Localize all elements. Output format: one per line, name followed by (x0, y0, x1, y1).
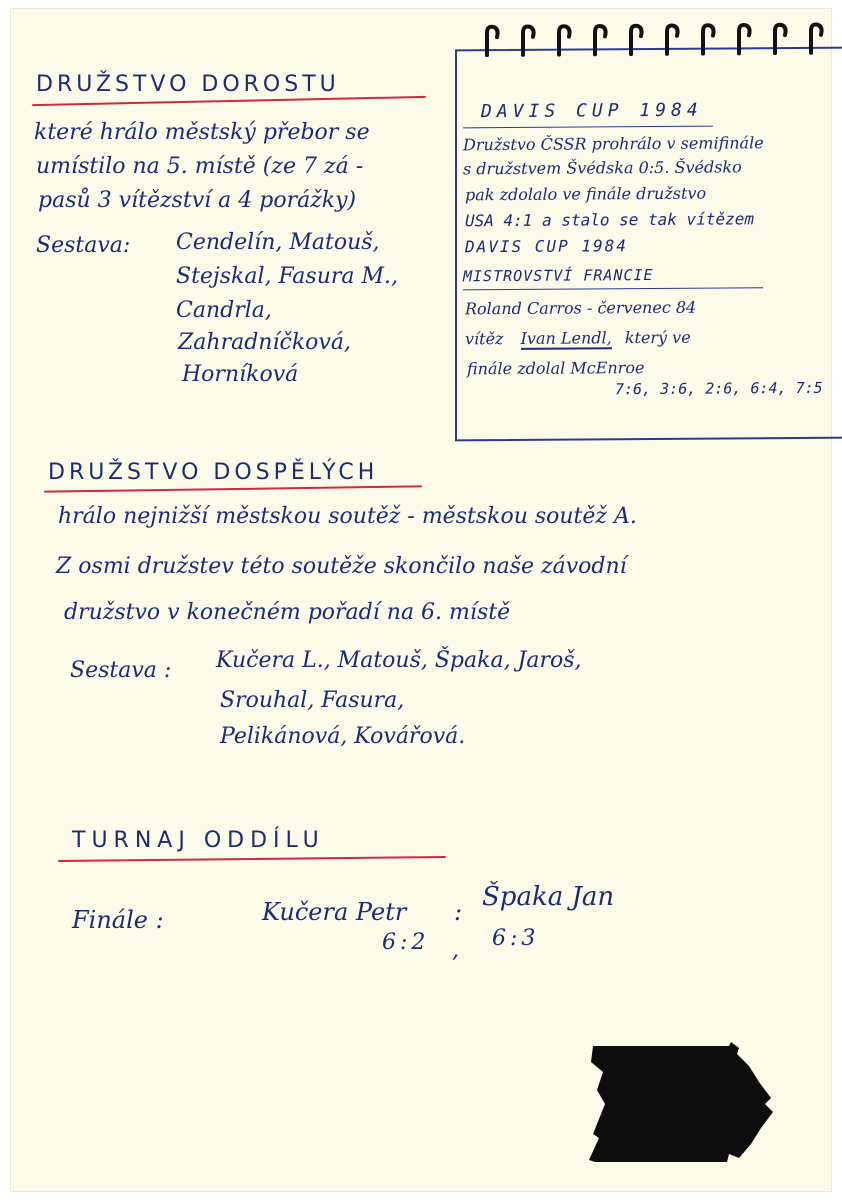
adult-team-heading: DRUŽSTVO DOSPĚLÝCH (48, 460, 379, 485)
final-player-2: Špaka Jan (482, 882, 615, 912)
tournament-heading: TURNAJ ODDÍLU (72, 828, 325, 853)
france-winner-prefix: vítěz (465, 329, 504, 349)
adult-roster-2: Srouhal, Fasura, (220, 688, 405, 713)
france-score: 7:6, 3:6, 2:6, 6:4, 7:5 (615, 378, 823, 399)
notebook-ring-icon (595, 26, 606, 54)
junior-heading-underline (32, 96, 426, 106)
final-label: Finále : (72, 906, 164, 934)
scrapbook-page (10, 8, 832, 1192)
spiral-rings (457, 21, 842, 58)
adult-roster-label: Sestava : (70, 658, 172, 683)
notebook-ring-icon (703, 25, 714, 53)
france-title-line (463, 287, 763, 290)
junior-roster-4: Zahradníčková, (178, 330, 351, 355)
final-separator: : (454, 898, 463, 926)
france-winner-suffix: který ve (624, 327, 691, 348)
france-line-2 (465, 328, 691, 349)
final-set-1: 6:2 (382, 930, 430, 955)
notebook-ring-icon (811, 24, 822, 52)
davis-line-5: DAVIS CUP 1984 (465, 236, 628, 257)
adult-text-line-3: družstvo v konečném pořadí na 6. místě (64, 600, 511, 625)
junior-text-line-1: které hrálo městský přebor se (34, 120, 370, 145)
final-set-separator: , (452, 938, 459, 963)
tournament-heading-underline (58, 856, 446, 862)
final-player-1: Kučera Petr (262, 898, 407, 926)
junior-text-line-2: umístilo na 5. místě (ze 7 zá - (36, 154, 364, 179)
final-set-2: 6:3 (492, 926, 540, 951)
notebook-ring-icon (631, 26, 642, 54)
junior-roster-label: Sestava: (36, 233, 131, 258)
junior-roster-1: Cendelín, Matouš, (176, 230, 380, 255)
adult-roster-1: Kučera L., Matouš, Špaka, Jaroš, (216, 648, 582, 673)
davis-line-3: pak zdolalo ve finále družstvo (465, 183, 707, 205)
france-title: MISTROVSTVÍ FRANCIE (463, 265, 654, 286)
notebook-ring-icon (667, 25, 678, 53)
davis-line-4: USA 4:1 a stalo se tak vítězem (465, 209, 754, 231)
davis-cup-title: DAVIS CUP 1984 (481, 99, 703, 123)
black-arrow-icon (589, 1042, 779, 1162)
junior-roster-3: Candrla, (176, 298, 272, 323)
france-winner-name: Ivan Lendl, (520, 328, 612, 348)
notebook-panel (455, 47, 842, 442)
davis-line-1: Družstvo ČSSR prohrálo v semifinále (463, 133, 764, 155)
notebook-ring-icon (487, 27, 498, 55)
davis-line-2: s družstvem Švédska 0:5. Švédsko (463, 157, 742, 179)
notebook-ring-icon (739, 25, 750, 53)
junior-text-line-3: pasů 3 vítězství a 4 porážky) (38, 188, 357, 213)
notebook-ring-icon (523, 26, 534, 54)
junior-team-heading: DRUŽSTVO DOROSTU (36, 72, 340, 97)
junior-roster-5: Horníková (182, 362, 299, 387)
adult-text-line-2: Z osmi družstev této soutěže skončilo naše závodní (56, 554, 627, 579)
adult-heading-underline (44, 485, 422, 492)
davis-title-line (463, 126, 713, 129)
notebook-ring-icon (775, 25, 786, 53)
france-line-3: finále zdolal McEnroe (467, 358, 645, 379)
junior-roster-2: Stejskal, Fasura M., (176, 264, 398, 289)
notebook-ring-icon (559, 26, 570, 54)
adult-text-line-1: hrálo nejnižší městskou soutěž - městskou soutěž A. (58, 504, 637, 529)
adult-roster-3: Pelikánová, Kovářová. (220, 724, 466, 749)
france-line-1: Roland Carros - červenec 84 (465, 297, 697, 319)
